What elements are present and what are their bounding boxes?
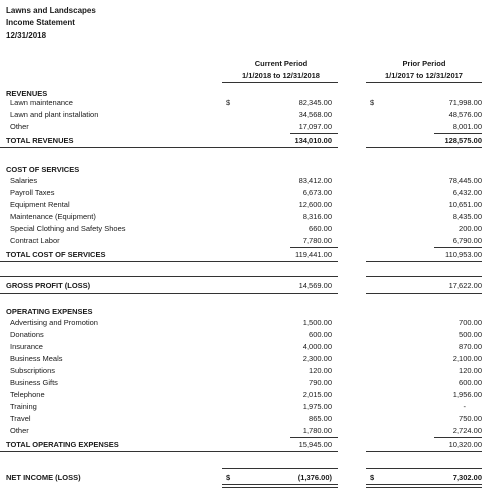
expense-prior: 2,724.00: [452, 426, 482, 435]
net-income-top-rule: [366, 468, 482, 469]
gross-profit-top-rule: [0, 276, 338, 277]
expense-label: Subscriptions: [10, 366, 56, 375]
expense-prior: 1,956.00: [452, 390, 482, 399]
total-cost-label: TOTAL COST OF SERVICES: [6, 250, 106, 259]
statement-title: Income Statement: [6, 18, 75, 27]
expense-current: 790.00: [309, 378, 332, 387]
cost-subtotal-rule: [290, 247, 338, 248]
cost-label: Payroll Taxes: [10, 188, 55, 197]
cost-label: Special Clothing and Safety Shoes: [10, 224, 126, 233]
cost-prior: 6,432.00: [452, 188, 482, 197]
revenue-subtotal-rule: [434, 133, 482, 134]
expense-label: Telephone: [10, 390, 45, 399]
expense-current: 600.00: [309, 330, 332, 339]
cost-prior: 200.00: [459, 224, 482, 233]
expense-prior: 700.00: [459, 318, 482, 327]
expense-label: Donations: [10, 330, 44, 339]
expense-prior: 120.00: [459, 366, 482, 375]
expense-current: 1,500.00: [302, 318, 332, 327]
cost-current: 6,673.00: [302, 188, 332, 197]
cost-current: 12,600.00: [298, 200, 332, 209]
gross-profit-current: 14,569.00: [298, 281, 332, 290]
cost-of-services-heading: COST OF SERVICES: [6, 165, 80, 174]
revenue-prior: 48,576.00: [448, 110, 482, 119]
section-rule: [0, 261, 338, 262]
section-rule: [366, 451, 482, 452]
expense-prior: -: [463, 402, 466, 411]
revenues-heading: REVENUES: [6, 89, 48, 98]
operating-expenses-heading: OPERATING EXPENSES: [6, 307, 93, 316]
revenue-label: Lawn and plant installation: [10, 110, 99, 119]
total-operating-current: 15,945.00: [298, 440, 332, 449]
expense-prior: 500.00: [459, 330, 482, 339]
gross-profit-label: GROSS PROFIT (LOSS): [6, 281, 91, 290]
total-revenues-label: TOTAL REVENUES: [6, 136, 74, 145]
revenue-subtotal-rule: [290, 133, 338, 134]
expense-current: 2,015.00: [302, 390, 332, 399]
total-operating-prior: 10,320.00: [448, 440, 482, 449]
company-name: Lawns and Landscapes: [6, 6, 96, 15]
expense-label: Business Meals: [10, 354, 63, 363]
expense-label: Training: [10, 402, 37, 411]
expense-prior: 750.00: [459, 414, 482, 423]
total-cost-current: 119,441.00: [295, 250, 332, 259]
total-operating-label: TOTAL OPERATING EXPENSES: [6, 440, 119, 449]
cost-current: 83,412.00: [298, 176, 332, 185]
expense-label: Other: [10, 426, 29, 435]
currency-symbol: $: [226, 98, 231, 107]
prior-period-title: Prior Period: [402, 59, 446, 68]
revenue-current: 82,345.00: [298, 98, 332, 107]
section-rule: [366, 261, 482, 262]
expense-subtotal-rule: [434, 437, 482, 438]
revenue-prior: 71,998.00: [448, 98, 482, 107]
expense-current: 4,000.00: [302, 342, 332, 351]
net-income-double-rule: [222, 484, 338, 488]
total-revenues-current: 134,010.00: [294, 136, 332, 145]
cost-label: Contract Labor: [10, 236, 60, 245]
currency-symbol: $: [370, 98, 375, 107]
currency-symbol: $: [370, 473, 375, 482]
expense-subtotal-rule: [290, 437, 338, 438]
revenue-label: Other: [10, 122, 29, 131]
revenue-label: Lawn maintenance: [10, 98, 73, 107]
cost-prior: 6,790.00: [452, 236, 482, 245]
cost-current: 8,316.00: [302, 212, 332, 221]
section-rule: [0, 451, 338, 452]
currency-symbol: $: [226, 473, 231, 482]
expense-prior: 600.00: [459, 378, 482, 387]
prior-header-rule: [366, 82, 482, 83]
current-period-title: Current Period: [254, 59, 308, 68]
net-income-current: (1,376.00): [297, 473, 332, 482]
net-income-top-rule: [222, 468, 338, 469]
cost-subtotal-rule: [434, 247, 482, 248]
cost-label: Equipment Rental: [10, 200, 70, 209]
expense-label: Business Gifts: [10, 378, 58, 387]
expense-current: 2,300.00: [302, 354, 332, 363]
cost-current: 660.00: [309, 224, 332, 233]
current-header-rule: [222, 82, 338, 83]
expense-label: Advertising and Promotion: [10, 318, 98, 327]
cost-prior: 10,651.00: [448, 200, 482, 209]
cost-current: 7,780.00: [302, 236, 332, 245]
revenue-prior: 8,001.00: [452, 122, 482, 131]
total-revenues-prior: 128,575.00: [444, 136, 482, 145]
expense-label: Insurance: [10, 342, 43, 351]
gross-profit-top-rule: [366, 276, 482, 277]
section-rule: [0, 147, 338, 148]
cost-prior: 78,445.00: [448, 176, 482, 185]
cost-prior: 8,435.00: [452, 212, 482, 221]
revenue-current: 17,097.00: [298, 122, 332, 131]
statement-date: 12/31/2018: [6, 31, 47, 40]
revenue-current: 34,568.00: [298, 110, 332, 119]
expense-current: 1,780.00: [302, 426, 332, 435]
section-rule: [366, 147, 482, 148]
net-income-prior: 7,302.00: [452, 473, 482, 482]
cost-label: Salaries: [10, 176, 38, 185]
gross-profit-bottom-rule: [0, 293, 338, 294]
current-period-range: 1/1/2018 to 12/31/2018: [242, 71, 320, 80]
gross-profit-bottom-rule: [366, 293, 482, 294]
expense-current: 120.00: [309, 366, 332, 375]
prior-period-range: 1/1/2017 to 12/31/2017: [385, 71, 463, 80]
cost-label: Maintenance (Equipment): [10, 212, 96, 221]
expense-current: 1,975.00: [302, 402, 332, 411]
gross-profit-prior: 17,622.00: [448, 281, 482, 290]
expense-prior: 2,100.00: [452, 354, 482, 363]
total-cost-prior: 110,953.00: [445, 250, 482, 259]
net-income-label: NET INCOME (LOSS): [6, 473, 81, 482]
net-income-double-rule: [366, 484, 482, 488]
expense-label: Travel: [10, 414, 31, 423]
expense-prior: 870.00: [459, 342, 482, 351]
expense-current: 865.00: [309, 414, 332, 423]
